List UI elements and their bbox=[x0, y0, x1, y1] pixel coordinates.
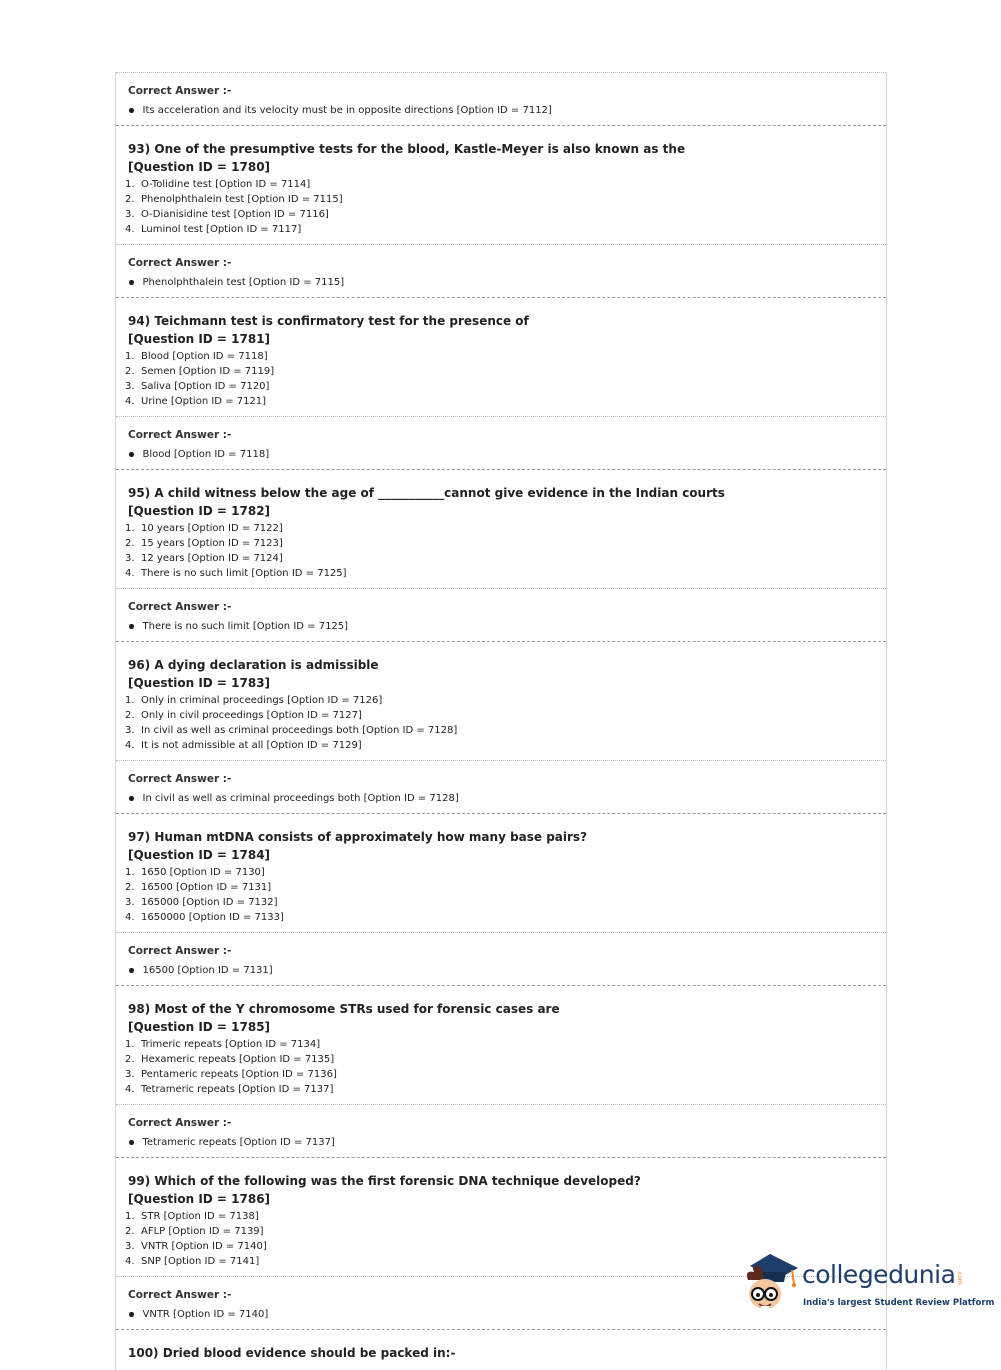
option-number: 3. bbox=[125, 1069, 135, 1080]
question-number: 93) bbox=[128, 142, 151, 156]
option-number: 4. bbox=[125, 568, 135, 579]
correct-answer-label: Correct Answer :- bbox=[128, 1289, 232, 1301]
option-text: 1650000 [Option ID = 7133] bbox=[141, 912, 284, 923]
option-item bbox=[125, 177, 874, 192]
option-text: Only in civil proceedings [Option ID = 7127] bbox=[141, 710, 362, 721]
question-id: [Question ID = 1783] bbox=[128, 676, 271, 690]
question-text bbox=[128, 1344, 874, 1362]
option-text: In civil as well as criminal proceedings both [Option ID = 7128] bbox=[141, 725, 458, 736]
question-id: [Question ID = 1781] bbox=[128, 332, 271, 346]
correct-answer-item bbox=[128, 965, 874, 976]
question-list bbox=[116, 126, 886, 1330]
option-text: 165000 [Option ID = 7132] bbox=[141, 897, 278, 908]
option-text: Urine [Option ID = 7121] bbox=[141, 396, 267, 407]
option-text: O-Dianisidine test [Option ID = 7116] bbox=[141, 209, 329, 220]
question-text bbox=[128, 1172, 874, 1190]
correct-answer-text: Tetrameric repeats [Option ID = 7137] bbox=[142, 1137, 335, 1148]
option-number: 2. bbox=[125, 366, 135, 377]
question-body: A dying declaration is admissible bbox=[154, 658, 379, 672]
option-text: SNP [Option ID = 7141] bbox=[141, 1256, 260, 1267]
correct-answer-item bbox=[128, 277, 874, 288]
correct-answer-label: Correct Answer :- bbox=[128, 257, 232, 269]
option-text: O-Tolidine test [Option ID = 7114] bbox=[141, 179, 311, 190]
correct-answer-item bbox=[128, 1137, 874, 1148]
option-item bbox=[125, 1037, 874, 1052]
question-block bbox=[116, 642, 886, 761]
bullet-icon bbox=[129, 796, 134, 801]
bullet-icon bbox=[129, 280, 134, 285]
option-item bbox=[125, 394, 874, 409]
option-number: 2. bbox=[125, 1054, 135, 1065]
option-item bbox=[125, 551, 874, 566]
question-id: [Question ID = 1784] bbox=[128, 848, 271, 862]
option-text: Blood [Option ID = 7118] bbox=[141, 351, 268, 362]
question-text bbox=[128, 484, 874, 502]
option-item bbox=[125, 1224, 874, 1239]
question-text bbox=[128, 140, 874, 158]
option-number: 1. bbox=[125, 867, 135, 878]
option-item bbox=[125, 1052, 874, 1067]
correct-answer-block bbox=[116, 73, 886, 126]
correct-answer-item bbox=[128, 793, 874, 804]
option-number: 4. bbox=[125, 396, 135, 407]
option-item bbox=[125, 349, 874, 364]
option-item bbox=[125, 865, 874, 880]
question-text bbox=[128, 1000, 874, 1018]
option-number: 3. bbox=[125, 553, 135, 564]
option-text: Only in criminal proceedings [Option ID = 7126] bbox=[141, 695, 383, 706]
correct-answer-text: 16500 [Option ID = 7131] bbox=[142, 965, 273, 976]
option-number: 1. bbox=[125, 179, 135, 190]
option-item bbox=[125, 708, 874, 723]
correct-answer-label: Correct Answer :- bbox=[128, 85, 232, 97]
option-number: 2. bbox=[125, 882, 135, 893]
correct-answer-text: Phenolphthalein test [Option ID = 7115] bbox=[142, 277, 345, 288]
correct-answer-text: There is no such limit [Option ID = 7125] bbox=[142, 621, 349, 632]
bullet-icon bbox=[129, 1312, 134, 1317]
question-text bbox=[128, 828, 874, 846]
option-number: 4. bbox=[125, 224, 135, 235]
correct-answer-block bbox=[116, 933, 886, 986]
option-text: Hexameric repeats [Option ID = 7135] bbox=[141, 1054, 335, 1065]
option-text: 15 years [Option ID = 7123] bbox=[141, 538, 283, 549]
option-text: STR [Option ID = 7138] bbox=[141, 1211, 259, 1222]
question-body: One of the presumptive tests for the blood, Kastle-Meyer is also known as the bbox=[154, 142, 686, 156]
option-number: 3. bbox=[125, 897, 135, 908]
question-id: [Question ID = 1782] bbox=[128, 504, 271, 518]
correct-answer-label: Correct Answer :- bbox=[128, 429, 232, 441]
option-number: 3. bbox=[125, 209, 135, 220]
option-item bbox=[125, 364, 874, 379]
question-sheet bbox=[115, 72, 887, 1370]
bullet-icon bbox=[129, 1140, 134, 1145]
option-text: Pentameric repeats [Option ID = 7136] bbox=[141, 1069, 337, 1080]
option-item bbox=[125, 1067, 874, 1082]
mascot-logo-icon bbox=[740, 1250, 802, 1320]
option-item bbox=[125, 222, 874, 237]
option-text: 10 years [Option ID = 7122] bbox=[141, 523, 283, 534]
option-item bbox=[125, 880, 874, 895]
question-body: A child witness below the age of ___________cannot give evidence in the Indian courts bbox=[154, 486, 725, 500]
option-text: Luminol test [Option ID = 7117] bbox=[141, 224, 302, 235]
option-text: 1650 [Option ID = 7130] bbox=[141, 867, 265, 878]
bullet-icon bbox=[129, 624, 134, 629]
option-text: VNTR [Option ID = 7140] bbox=[141, 1241, 267, 1252]
option-text: It is not admissible at all [Option ID = 7129] bbox=[141, 740, 362, 751]
question-number: 95) bbox=[128, 486, 151, 500]
option-number: 4. bbox=[125, 912, 135, 923]
option-text: Tetrameric repeats [Option ID = 7137] bbox=[141, 1084, 334, 1095]
question-text bbox=[128, 312, 874, 330]
correct-answer-text: Its acceleration and its velocity must be in opposite directions [Option ID = 7112] bbox=[142, 105, 552, 116]
bullet-icon bbox=[129, 452, 134, 457]
collegedunia-logo bbox=[740, 1250, 995, 1320]
bullet-icon bbox=[129, 968, 134, 973]
question-block bbox=[116, 814, 886, 933]
correct-answer-block bbox=[116, 589, 886, 642]
correct-answer-block bbox=[116, 245, 886, 298]
question-number: 99) bbox=[128, 1174, 151, 1188]
option-item bbox=[125, 207, 874, 222]
option-item bbox=[125, 910, 874, 925]
option-number: 4. bbox=[125, 1084, 135, 1095]
correct-answer-label: Correct Answer :- bbox=[128, 773, 232, 785]
option-item bbox=[125, 1082, 874, 1097]
question-block bbox=[116, 126, 886, 245]
correct-answer-item bbox=[128, 105, 874, 116]
option-number: 3. bbox=[125, 381, 135, 392]
correct-answer-text: In civil as well as criminal proceedings both [Option ID = 7128] bbox=[142, 793, 459, 804]
question-number: 94) bbox=[128, 314, 151, 328]
logo-tagline: India's largest Student Review Platform bbox=[803, 1298, 995, 1308]
question-number: 97) bbox=[128, 830, 151, 844]
option-text: Trimeric repeats [Option ID = 7134] bbox=[141, 1039, 321, 1050]
logo-suffix: .com bbox=[956, 1270, 963, 1285]
option-number: 4. bbox=[125, 1256, 135, 1267]
question-id: [Question ID = 1785] bbox=[128, 1020, 271, 1034]
question-body: Most of the Y chromosome STRs used for forensic cases are bbox=[154, 1002, 560, 1016]
correct-answer-label: Correct Answer :- bbox=[128, 945, 232, 957]
option-number: 2. bbox=[125, 710, 135, 721]
correct-answer-label: Correct Answer :- bbox=[128, 601, 232, 613]
option-text: Phenolphthalein test [Option ID = 7115] bbox=[141, 194, 343, 205]
option-item bbox=[125, 1209, 874, 1224]
option-item bbox=[125, 723, 874, 738]
option-number: 3. bbox=[125, 1241, 135, 1252]
correct-answer-text: Blood [Option ID = 7118] bbox=[142, 449, 270, 460]
option-item bbox=[125, 536, 874, 551]
question-id: [Question ID = 1780] bbox=[128, 160, 271, 174]
correct-answer-block bbox=[116, 1105, 886, 1158]
question-block bbox=[116, 298, 886, 417]
option-number: 2. bbox=[125, 1226, 135, 1237]
question-number: 100) bbox=[128, 1346, 159, 1360]
option-text: Saliva [Option ID = 7120] bbox=[141, 381, 270, 392]
question-body: Dried blood evidence should be packed in:- bbox=[162, 1346, 456, 1360]
option-number: 1. bbox=[125, 523, 135, 534]
correct-answer-item bbox=[128, 621, 874, 632]
option-item bbox=[125, 192, 874, 207]
correct-answer-label: Correct Answer :- bbox=[128, 1117, 232, 1129]
question-id: [Question ID = 1786] bbox=[128, 1192, 271, 1206]
option-text: There is no such limit [Option ID = 7125] bbox=[141, 568, 347, 579]
option-text: 16500 [Option ID = 7131] bbox=[141, 882, 272, 893]
option-text: AFLP [Option ID = 7139] bbox=[141, 1226, 264, 1237]
question-number: 96) bbox=[128, 658, 151, 672]
option-number: 1. bbox=[125, 695, 135, 706]
option-item bbox=[125, 895, 874, 910]
question-block bbox=[116, 470, 886, 589]
option-number: 2. bbox=[125, 194, 135, 205]
correct-answer-item bbox=[128, 449, 874, 460]
question-block bbox=[116, 1330, 886, 1370]
option-item bbox=[125, 521, 874, 536]
logo-wordmark: collegedunia bbox=[802, 1260, 956, 1289]
question-body: Human mtDNA consists of approximately how many base pairs? bbox=[154, 830, 588, 844]
question-body: Which of the following was the first forensic DNA technique developed? bbox=[154, 1174, 641, 1188]
question-number: 98) bbox=[128, 1002, 151, 1016]
correct-answer-block bbox=[116, 761, 886, 814]
question-body: Teichmann test is confirmatory test for the presence of bbox=[154, 314, 529, 328]
option-item bbox=[125, 566, 874, 581]
question-text bbox=[128, 656, 874, 674]
option-number: 3. bbox=[125, 725, 135, 736]
correct-answer-text: VNTR [Option ID = 7140] bbox=[142, 1309, 269, 1320]
bullet-icon bbox=[129, 108, 134, 113]
option-item bbox=[125, 693, 874, 708]
option-number: 1. bbox=[125, 1039, 135, 1050]
option-item bbox=[125, 379, 874, 394]
option-text: Semen [Option ID = 7119] bbox=[141, 366, 275, 377]
option-number: 1. bbox=[125, 351, 135, 362]
option-text: 12 years [Option ID = 7124] bbox=[141, 553, 283, 564]
option-item bbox=[125, 738, 874, 753]
option-number: 2. bbox=[125, 538, 135, 549]
option-number: 1. bbox=[125, 1211, 135, 1222]
correct-answer-block bbox=[116, 417, 886, 470]
option-number: 4. bbox=[125, 740, 135, 751]
question-block bbox=[116, 986, 886, 1105]
